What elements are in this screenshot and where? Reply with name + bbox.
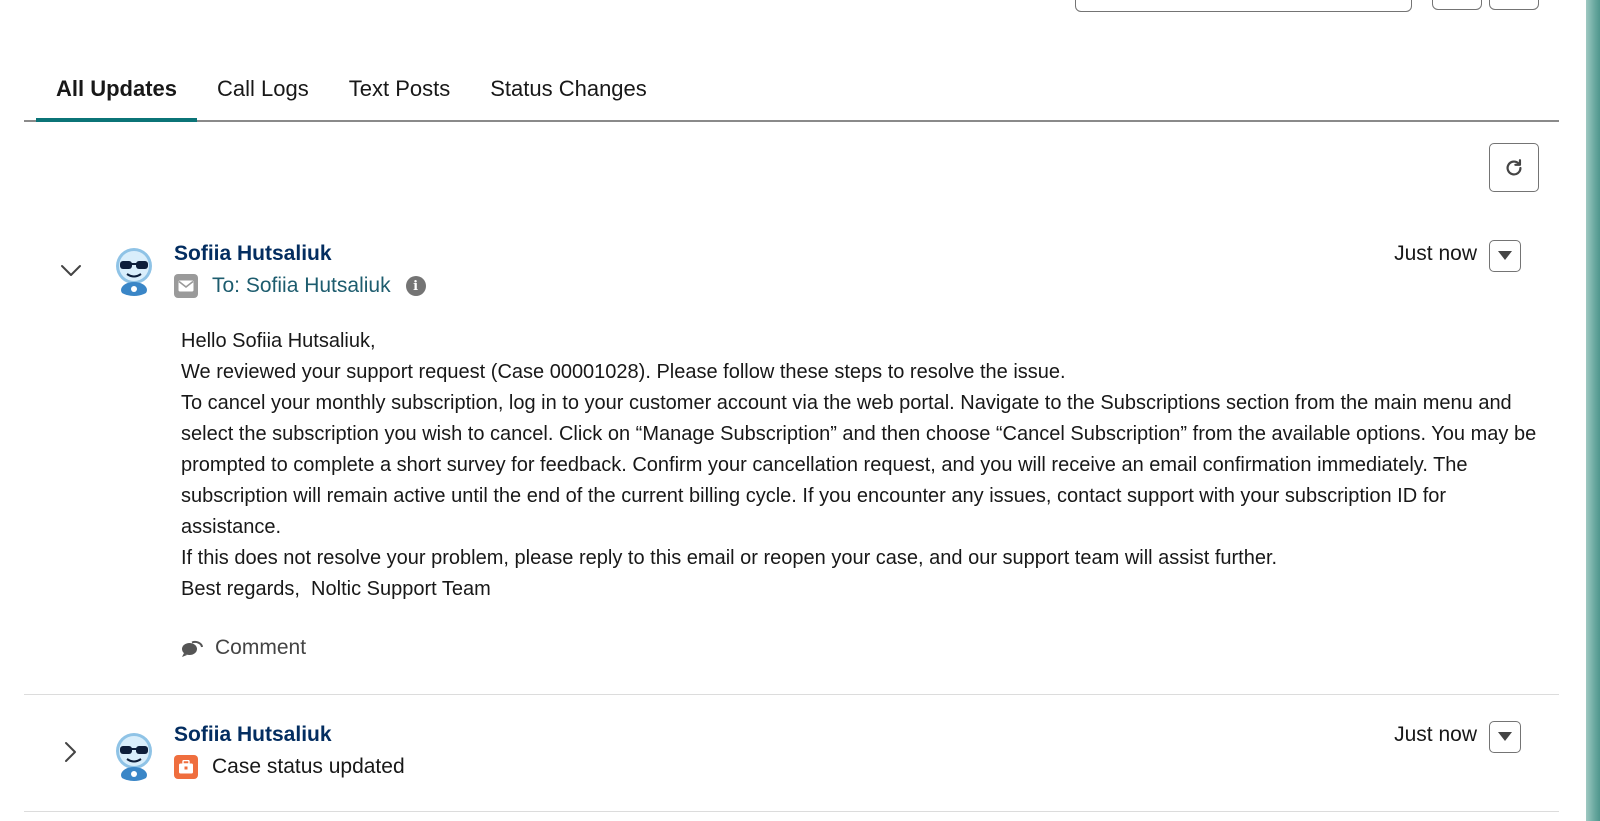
email-followup: If this does not resolve your problem, please reply to this email or reopen your case, and our support team will assist further. [181, 547, 1278, 569]
status-line [174, 755, 405, 779]
author-name[interactable]: Sofiia Hutsaliuk [174, 242, 332, 265]
email-intro: We reviewed your support request (Case 00001028). Please follow these steps to resolve the issue. [181, 361, 1066, 383]
dropdown-arrow-icon [1498, 251, 1512, 261]
timestamp: Just now [1394, 723, 1477, 746]
tab-text-posts[interactable]: Text Posts [348, 76, 451, 101]
collapse-toggle[interactable] [58, 258, 84, 284]
email-signoff: Best regards, Noltic Support Team [181, 578, 491, 600]
comment-button[interactable] [181, 636, 306, 660]
case-icon [174, 755, 198, 779]
mail-icon [174, 274, 198, 298]
item-menu-button[interactable] [1489, 240, 1521, 272]
feed-tabs [24, 60, 1559, 122]
astro-avatar-icon [108, 729, 160, 781]
status-text: Case status updated [212, 755, 405, 778]
tab-call-logs[interactable]: Call Logs [217, 76, 309, 101]
search-input[interactable] [1075, 0, 1412, 12]
toolbar-button-1[interactable] [1432, 0, 1482, 10]
refresh-icon [1503, 157, 1525, 179]
email-greeting: Hello Sofiia Hutsaliuk, [181, 330, 376, 352]
toolbar-button-2[interactable] [1489, 0, 1539, 10]
avatar[interactable] [108, 729, 160, 781]
recipient-line [174, 274, 426, 298]
tab-status-changes[interactable]: Status Changes [490, 76, 647, 101]
timestamp: Just now [1394, 242, 1477, 265]
email-steps: To cancel your monthly subscription, log in to your customer account via the web portal. Navigate to the Subscriptions section from the main menu and select the subscription you wish to cancel. Click on “Manage Subscription” and then choose “Cancel Subscription” from the available options. You may be prompted to complete a short survey for feedback. Confirm your cancellation request, and you will receive an email confirmation immediately. The subscription will remain active until the end of the current billing cycle. If you encounter any issues, contact support with your subscription ID for assistance. [181, 392, 1537, 538]
email-body [181, 326, 1541, 605]
feed-item-email [24, 232, 1559, 695]
window-edge [1586, 0, 1600, 821]
item-menu-button[interactable] [1489, 721, 1521, 753]
chevron-down-icon [60, 264, 82, 278]
tab-all-updates[interactable]: All Updates [36, 60, 197, 120]
comment-icon [181, 638, 203, 658]
author-name[interactable]: Sofiia Hutsaliuk [174, 723, 332, 746]
refresh-button[interactable] [1489, 143, 1539, 192]
dropdown-arrow-icon [1498, 732, 1512, 742]
feed-item-status-change [24, 695, 1559, 812]
info-icon[interactable]: i [406, 276, 426, 296]
recipient-link[interactable]: To: Sofiia Hutsaliuk [212, 274, 391, 297]
astro-avatar-icon [108, 244, 160, 296]
comment-label: Comment [215, 636, 307, 659]
expand-toggle[interactable] [58, 739, 84, 765]
avatar[interactable] [108, 244, 160, 296]
chevron-right-icon [64, 741, 78, 763]
